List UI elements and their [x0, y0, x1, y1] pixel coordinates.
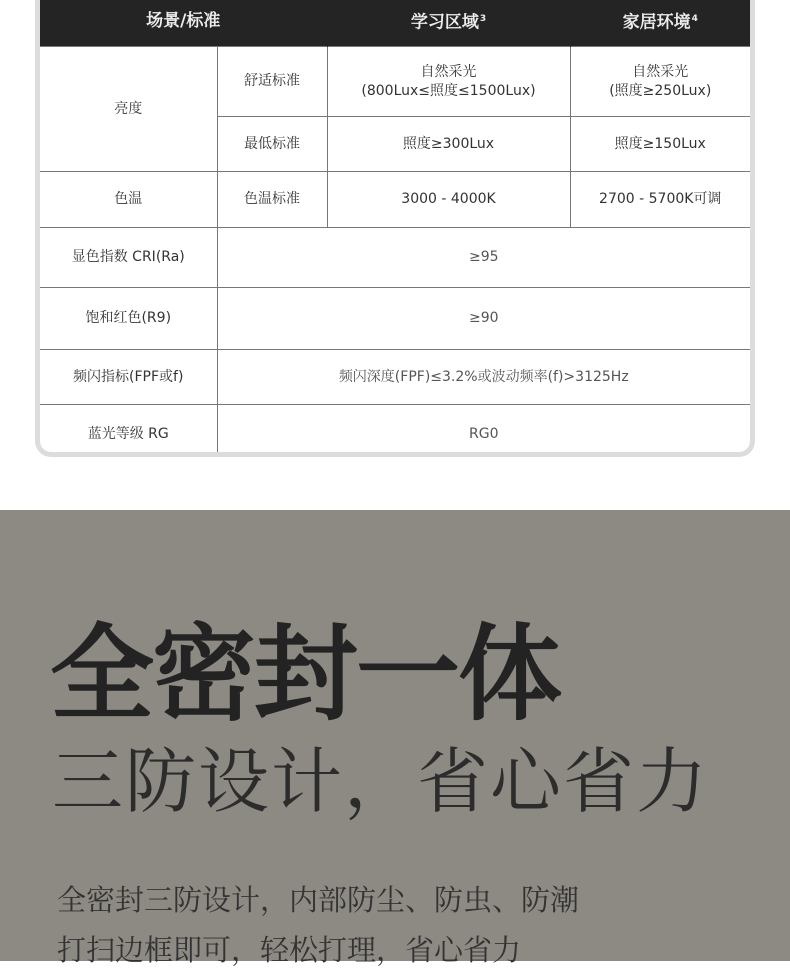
table-row	[40, 47, 750, 117]
comfort-home-value: 自然采光 (照度≥250Lux)	[570, 47, 750, 117]
color-temp-label: 色温	[40, 172, 217, 228]
table-header-row	[40, 0, 750, 47]
table-row	[40, 228, 750, 288]
comfort-study-value: 自然采光 (800Lux≤照度≤1500Lux)	[327, 47, 570, 117]
feature-description-line-2: 打扫边框即可，轻松打理，省心省力	[57, 933, 522, 967]
table-row	[40, 172, 750, 228]
cri-value: ≥95	[217, 228, 750, 288]
r9-value: ≥90	[217, 288, 750, 350]
feature-subheadline: 三防设计，省心省力	[52, 740, 710, 823]
table-row	[40, 288, 750, 350]
table-row	[40, 350, 750, 405]
flicker-label: 频闪指标(FPF或f)	[40, 350, 217, 405]
feature-description-line-1: 全密封三防设计，内部防尘、防虫、防潮	[57, 883, 580, 917]
header-scenario: 场景/标准	[40, 0, 327, 47]
flicker-value: 频闪深度(FPF)≤3.2%或波动频率(f)>3125Hz	[217, 350, 750, 405]
r9-label: 饱和红色(R9)	[40, 288, 217, 350]
color-temp-home-value: 2700 - 5700K可调	[570, 172, 750, 228]
header-home: 家居环境$^4$	[570, 0, 750, 47]
blue-light-label: 蓝光等级 RG	[40, 405, 217, 458]
sealed-design-section	[0, 510, 790, 967]
spec-table-card	[35, 0, 755, 457]
feature-headline: 全密封一体	[50, 613, 561, 735]
minimum-study-value: 照度≥300Lux	[327, 117, 570, 172]
comfort-standard-label: 舒适标准	[217, 47, 327, 117]
brightness-label: 亮度	[40, 47, 217, 172]
blue-light-value: RG0	[217, 405, 750, 458]
minimum-standard-label: 最低标准	[217, 117, 327, 172]
minimum-home-value: 照度≥150Lux	[570, 117, 750, 172]
lighting-standard-table	[40, 0, 750, 457]
table-row	[40, 405, 750, 458]
cri-label: 显色指数 CRI(Ra)	[40, 228, 217, 288]
color-temp-standard-label: 色温标准	[217, 172, 327, 228]
header-study-area: 学习区域$^3$	[327, 0, 570, 47]
color-temp-study-value: 3000 - 4000K	[327, 172, 570, 228]
